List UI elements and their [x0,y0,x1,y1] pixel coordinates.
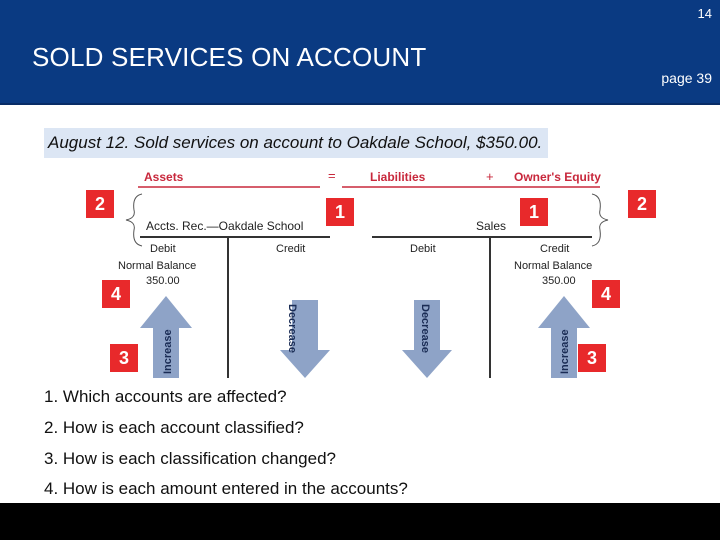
right-decrease-label: Decrease [419,304,431,353]
equation-owners-equity: Owner's Equity [514,170,601,184]
left-increase-label: Increase [162,329,174,374]
left-debit-label: Debit [150,243,176,255]
badge-2-left: 2 [86,190,114,218]
transaction-caption: August 12. Sold services on account to Oakdale School, $350.00. [44,128,548,158]
badge-1-left: 1 [326,198,354,226]
question-3: 3. How is each classification changed? [44,449,336,468]
right-amount: 350.00 [542,275,576,287]
left-amount: 350.00 [146,275,180,287]
left-credit-label: Credit [276,243,306,255]
right-brace [592,194,608,246]
badge-1-right: 1 [520,198,548,226]
slide-title: SOLD SERVICES ON ACCOUNT [32,42,427,72]
badge-3-right: 3 [578,344,606,372]
right-credit-label: Credit [540,243,570,255]
left-normal-balance: Normal Balance [118,260,197,272]
equation-plus: + [486,169,494,184]
slide-number: 14 [697,6,712,21]
badge-2-right: 2 [628,190,656,218]
equation-equals: = [328,168,336,183]
question-1: 1. Which accounts are affected? [44,387,287,406]
right-account-name: Sales [476,219,507,233]
right-debit-label: Debit [410,243,436,255]
badge-3-left: 3 [110,344,138,372]
equation-liabilities: Liabilities [370,170,426,184]
slide-header [0,0,720,105]
t-account-diagram [80,160,650,380]
equation-assets: Assets [144,170,184,184]
left-brace [126,194,142,246]
left-decrease-label: Decrease [286,304,298,353]
left-account-name: Accts. Rec.—Oakdale School [146,219,304,233]
right-normal-balance: Normal Balance [514,260,593,272]
page-reference: page 39 [661,70,712,86]
right-increase-label: Increase [559,329,571,374]
question-2: 2. How is each account classified? [44,418,304,437]
badge-4-left: 4 [102,280,130,308]
question-4: 4. How is each amount entered in the accounts? [44,479,408,498]
badge-4-right: 4 [592,280,620,308]
